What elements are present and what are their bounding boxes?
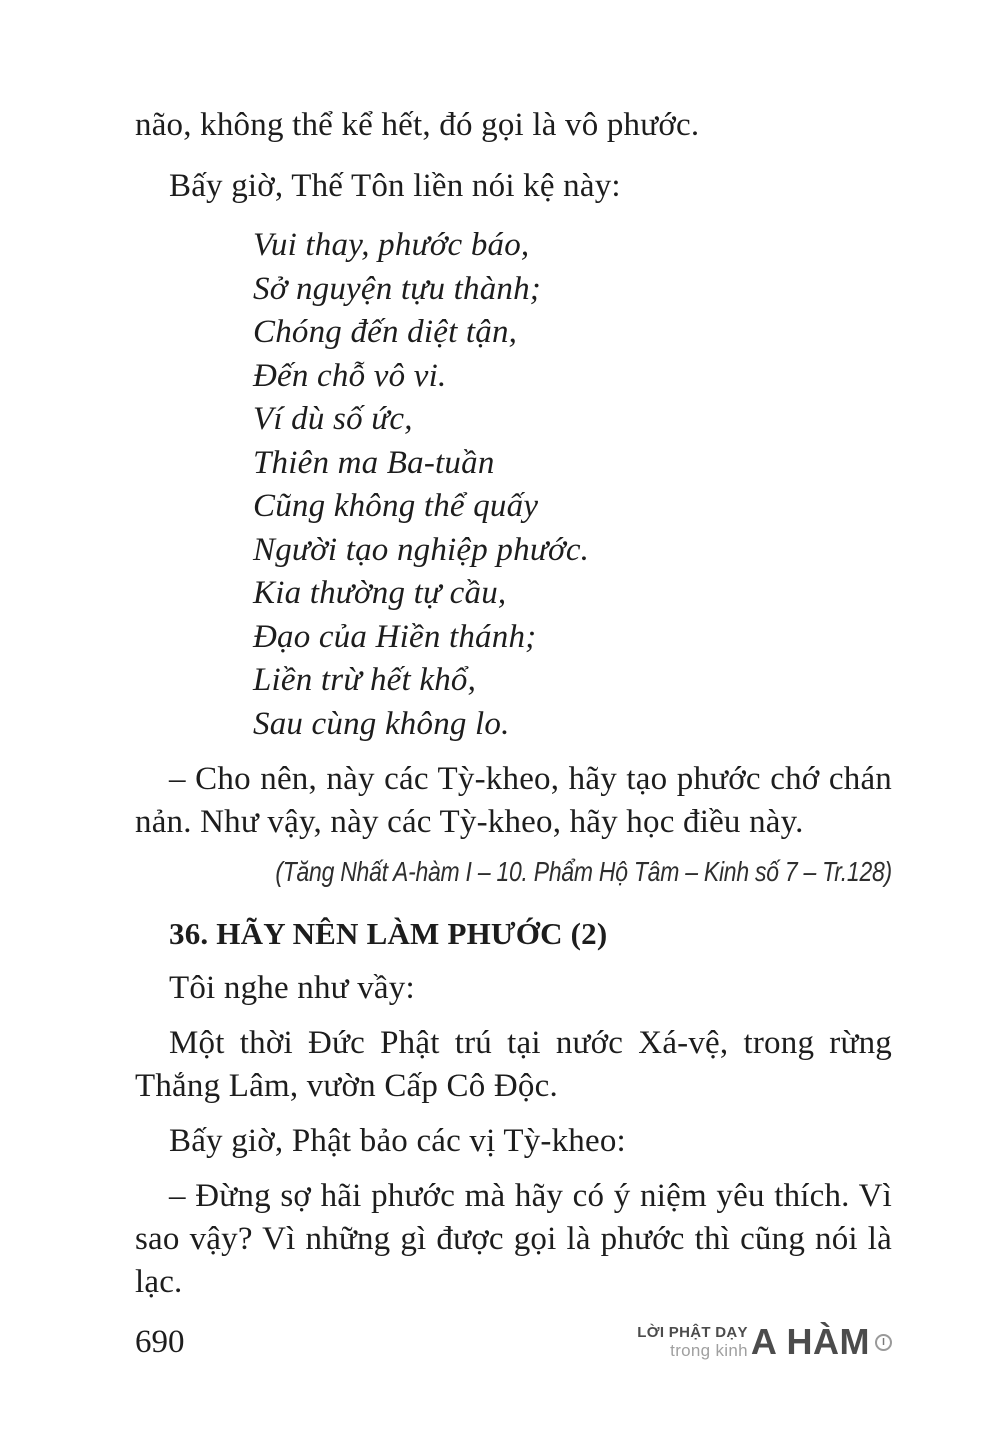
page-number: 690	[135, 1323, 185, 1360]
section-heading: 36. HÃY NÊN LÀM PHƯỚC (2)	[169, 916, 608, 951]
paragraph-verse-intro: Bấy giờ, Thế Tôn liền nói kệ này:	[169, 168, 621, 204]
verse-line: Kia thường tự cầu,	[253, 575, 507, 611]
verse-line: Thiên ma Ba-tuần	[253, 444, 495, 481]
verse-line: Ví dù số ức,	[253, 401, 413, 437]
verse-line: Chóng đến diệt tận,	[253, 314, 518, 350]
page-content	[135, 104, 892, 1316]
book-logo-subtitle	[637, 1325, 748, 1359]
verse-block	[135, 224, 892, 746]
paragraph-opening: Tôi nghe như vầy:	[169, 970, 415, 1006]
paragraph-address: Bấy giờ, Phật bảo các vị Tỳ-kheo:	[169, 1123, 626, 1159]
verse-line: Sở nguyện tựu thành;	[253, 270, 541, 307]
volume-badge-icon: I	[875, 1334, 892, 1351]
paragraph-continuation: não, không thể kể hết, đó gọi là vô phước.	[135, 107, 700, 143]
paragraph-conclusion: – Cho nên, này các Tỳ-kheo, hãy tạo phước chớ chán nản. Như vậy, này các Tỳ-kheo, hãy học điều này.	[135, 761, 892, 840]
logo-line-2: trong kinh	[670, 1341, 748, 1360]
verse-line: Đạo của Hiền thánh;	[253, 618, 537, 655]
verse-line: Sau cùng không lo.	[253, 705, 510, 742]
page-footer	[135, 1318, 892, 1366]
logo-title: A HÀM	[750, 1321, 870, 1362]
verse-line: Vui thay, phước báo,	[253, 227, 530, 263]
source-citation: (Tăng Nhất A-hàm I – 10. Phẩm Hộ Tâm – Kinh số 7 – Tr.128)	[275, 856, 892, 887]
paragraph-setting: Một thời Đức Phật trú tại nước Xá-vệ, trong rừng Thắng Lâm, vườn Cấp Cô Độc.	[135, 1025, 892, 1104]
citation-row	[135, 856, 892, 888]
paragraph-teaching: – Đừng sợ hãi phước mà hãy có ý niệm yêu thích. Vì sao vậy? Vì những gì được gọi là phước thì cũng nói là lạc.	[135, 1178, 892, 1300]
logo-line-1: LỜI PHẬT DẠY	[637, 1324, 748, 1341]
verse-line: Đến chỗ vô vi.	[253, 357, 447, 394]
verse-line: Liền trừ hết khổ,	[253, 662, 477, 698]
book-logo	[637, 1321, 892, 1362]
verse-line: Người tạo nghiệp phước.	[253, 531, 590, 568]
verse-line: Cũng không thể quấy	[253, 488, 539, 524]
